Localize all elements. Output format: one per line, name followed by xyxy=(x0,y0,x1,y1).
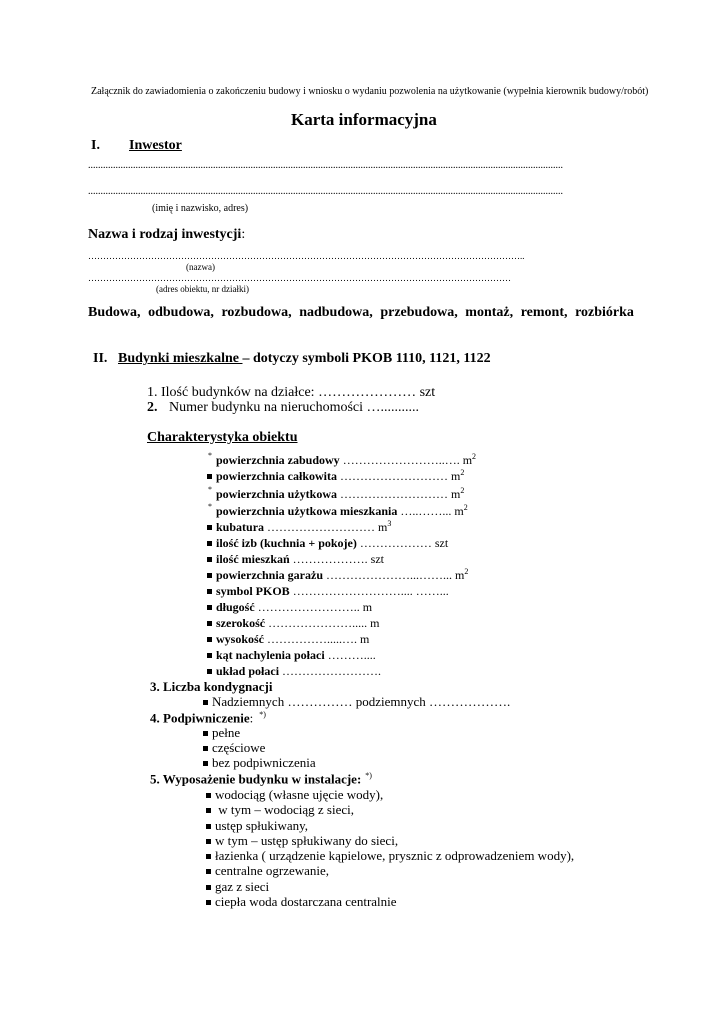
section-1-heading: Inwestor xyxy=(129,138,182,153)
characteristic-label: kąt nachylenia połaci xyxy=(216,648,325,662)
square-bullet-icon xyxy=(203,731,208,736)
installation-item xyxy=(206,787,574,802)
star-bullet-icon: * xyxy=(208,451,212,460)
characteristic-value: ……………………… m xyxy=(337,487,461,501)
installations-heading xyxy=(150,771,372,787)
characteristic-label: powierzchnia zabudowy xyxy=(216,453,340,467)
building-number-label: Numer budynku na nieruchomości …........... xyxy=(169,400,420,415)
installation-item xyxy=(206,863,574,878)
characteristic-value: …………………….. m xyxy=(254,600,373,614)
characteristic-item xyxy=(207,647,476,663)
characteristic-label: powierzchnia użytkowa mieszkania xyxy=(216,504,398,518)
installations-heading-text: 5. Wyposażenie budynku w instalacje: xyxy=(150,771,362,787)
characteristic-value: ……………………..…. m xyxy=(339,453,473,467)
characteristic-item xyxy=(207,583,476,599)
footnote-marker: *) xyxy=(259,710,266,719)
characteristic-item xyxy=(207,451,476,468)
work-type: odbudowa, xyxy=(148,305,214,320)
page-title: Karta informacyjna xyxy=(291,110,437,129)
square-bullet-icon xyxy=(207,605,212,610)
square-bullet-icon xyxy=(203,746,208,751)
characteristics-list xyxy=(207,451,476,679)
basement-option xyxy=(203,755,316,770)
square-bullet-icon xyxy=(207,653,212,658)
characteristic-item xyxy=(207,519,476,535)
square-bullet-icon xyxy=(207,541,212,546)
unit-exponent: 2 xyxy=(460,468,465,477)
characteristics-heading: Charakterystyka obiektu xyxy=(147,430,298,445)
square-bullet-icon xyxy=(206,900,211,905)
building-number-index: 2. xyxy=(147,400,158,415)
square-bullet-icon xyxy=(207,557,212,562)
work-type: rozbiórka xyxy=(575,305,634,320)
buildings-count: 1. Ilość budynków na działce: ………………… szt xyxy=(147,385,436,400)
investment-name-line: ……………………………………………………………………………………………………………………………….. xyxy=(88,251,525,261)
characteristic-item xyxy=(207,599,476,615)
work-type: remont, xyxy=(520,305,568,320)
installation-label: w tym – wodociąg z sieci, xyxy=(215,802,354,818)
basement-option xyxy=(203,725,316,740)
characteristic-label: powierzchnia całkowita xyxy=(216,469,337,483)
section-2-heading-rest: – dotyczy symboli PKOB 1110, 1121, 1122 xyxy=(242,351,491,366)
characteristic-item xyxy=(207,615,476,631)
characteristic-label: kubatura xyxy=(216,520,265,534)
storeys-values: Nadziemnych …………… podziemnych ………………. xyxy=(212,694,511,709)
installation-label: centralne ogrzewanie, xyxy=(215,863,330,879)
installation-item xyxy=(206,802,574,817)
installation-item xyxy=(206,894,574,909)
characteristic-value: …………………...……... m xyxy=(323,568,465,582)
characteristic-value: …………….....…. m xyxy=(264,632,370,646)
characteristic-value: ……………………… m xyxy=(264,520,388,534)
installation-label: wodociąg (własne ujęcie wody), xyxy=(215,787,384,802)
characteristic-value: ……………………. xyxy=(279,664,382,678)
work-type: montaż, xyxy=(465,305,514,320)
square-bullet-icon xyxy=(206,824,211,829)
square-bullet-icon xyxy=(207,589,212,594)
header-note: Załącznik do zawiadomienia o zakończeniu budowy i wniosku o wydaniu pozwolenia na użytkowanie (wypełnia kierownik budowy/robót) xyxy=(91,86,649,97)
installation-item xyxy=(206,833,574,848)
star-bullet-icon: * xyxy=(208,502,212,511)
characteristic-label: ilość mieszkań xyxy=(216,552,290,566)
square-bullet-icon xyxy=(207,621,212,626)
square-bullet-icon xyxy=(207,474,212,479)
investment-heading-text: Nazwa i rodzaj inwestycji xyxy=(88,227,242,242)
square-bullet-icon xyxy=(207,669,212,674)
unit-exponent: 2 xyxy=(472,452,477,461)
square-bullet-icon xyxy=(206,839,211,844)
square-bullet-icon xyxy=(206,854,211,859)
characteristic-label: powierzchnia użytkowa xyxy=(216,487,337,501)
characteristic-label: długość xyxy=(216,600,255,614)
square-bullet-icon xyxy=(207,573,212,578)
characteristic-item xyxy=(207,631,476,647)
work-type: nadbudowa, xyxy=(299,305,373,320)
investor-caption: (imię i nazwisko, adres) xyxy=(152,203,249,214)
square-bullet-icon xyxy=(207,637,212,642)
basement-option-label: częściowe xyxy=(212,740,266,755)
star-bullet-icon: * xyxy=(208,485,212,494)
investor-line-2: .............................................................................................................................................................................................. xyxy=(88,186,563,197)
basement-heading xyxy=(150,710,266,726)
investment-heading-colon: : xyxy=(241,227,246,242)
characteristic-value: ………………. szt xyxy=(289,552,385,566)
characteristic-value: …………………..... m xyxy=(265,616,380,630)
characteristic-value: ……………… szt xyxy=(356,536,449,550)
installation-label: gaz z sieci xyxy=(215,878,270,894)
installation-label: w tym – ustęp spłukiwany do sieci, xyxy=(215,832,399,848)
basement-option xyxy=(203,740,316,755)
work-type: przebudowa, xyxy=(380,305,458,320)
investor-line-1: .............................................................................................................................................................................................. xyxy=(88,160,563,171)
installation-item xyxy=(206,879,574,894)
section-2-number: II. xyxy=(93,351,108,366)
section-2-heading xyxy=(118,351,491,367)
investment-heading xyxy=(88,227,245,243)
square-bullet-icon xyxy=(203,761,208,766)
characteristic-label: ilość izb (kuchnia + pokoje) xyxy=(216,536,357,550)
work-type: rozbudowa, xyxy=(221,305,292,320)
basement-options xyxy=(203,725,316,770)
characteristic-value: ……………………… m xyxy=(337,469,461,483)
characteristic-label: szerokość xyxy=(216,616,266,630)
square-bullet-icon xyxy=(206,885,211,890)
characteristic-item xyxy=(207,535,476,551)
section-1-number: I. xyxy=(91,138,100,153)
square-bullet-icon xyxy=(206,808,211,813)
characteristic-item xyxy=(207,551,476,567)
installation-item xyxy=(206,818,574,833)
basement-heading-colon: : xyxy=(249,710,254,726)
basement-option-label: bez podpiwniczenia xyxy=(212,755,316,770)
storeys-heading: 3. Liczba kondygnacji xyxy=(150,679,273,694)
characteristic-item xyxy=(207,502,476,519)
section-2-heading-main: Budynki mieszkalne xyxy=(118,351,243,366)
unit-exponent: 2 xyxy=(463,503,468,512)
installation-label: łazienka ( urządzenie kąpielowe, prysznic z odprowadzeniem wody), xyxy=(215,848,575,864)
storeys-line xyxy=(203,694,510,710)
investment-address-caption: (adres obiektu, nr działki) xyxy=(156,284,249,294)
characteristic-item xyxy=(207,567,476,583)
characteristic-value: …..……... m xyxy=(397,504,464,518)
investment-address-line: …………………………………………………………………………………………………………………………… xyxy=(88,273,511,283)
characteristic-label: powierzchnia garażu xyxy=(216,568,323,582)
building-number-row xyxy=(147,400,419,416)
characteristic-item xyxy=(207,485,476,502)
square-bullet-icon xyxy=(206,869,211,874)
installation-label: ustęp spłukiwany, xyxy=(215,817,309,833)
square-bullet-icon xyxy=(203,700,208,705)
square-bullet-icon xyxy=(207,525,212,530)
unit-exponent: 2 xyxy=(464,567,469,576)
basement-option-label: pełne xyxy=(212,725,241,740)
installation-label: ciepła woda dostarczana centralnie xyxy=(215,894,397,910)
work-type: Budowa, xyxy=(88,305,141,320)
footnote-marker: *) xyxy=(365,771,372,780)
characteristic-item xyxy=(207,663,476,679)
characteristic-label: wysokość xyxy=(216,632,265,646)
installations-list xyxy=(206,787,574,909)
work-types-row xyxy=(88,305,634,321)
characteristic-value: ……….... xyxy=(324,648,376,662)
characteristic-value: ……………………….... ……... xyxy=(289,584,449,598)
square-bullet-icon xyxy=(206,793,211,798)
characteristic-item xyxy=(207,468,476,485)
unit-exponent: 3 xyxy=(387,519,392,528)
characteristic-label: symbol PKOB xyxy=(216,584,290,598)
unit-exponent: 2 xyxy=(460,486,465,495)
basement-heading-text: 4. Podpiwniczenie xyxy=(150,710,250,726)
characteristic-label: układ połaci xyxy=(216,664,280,678)
investment-name-caption: (nazwa) xyxy=(186,262,215,272)
installation-item xyxy=(206,848,574,863)
